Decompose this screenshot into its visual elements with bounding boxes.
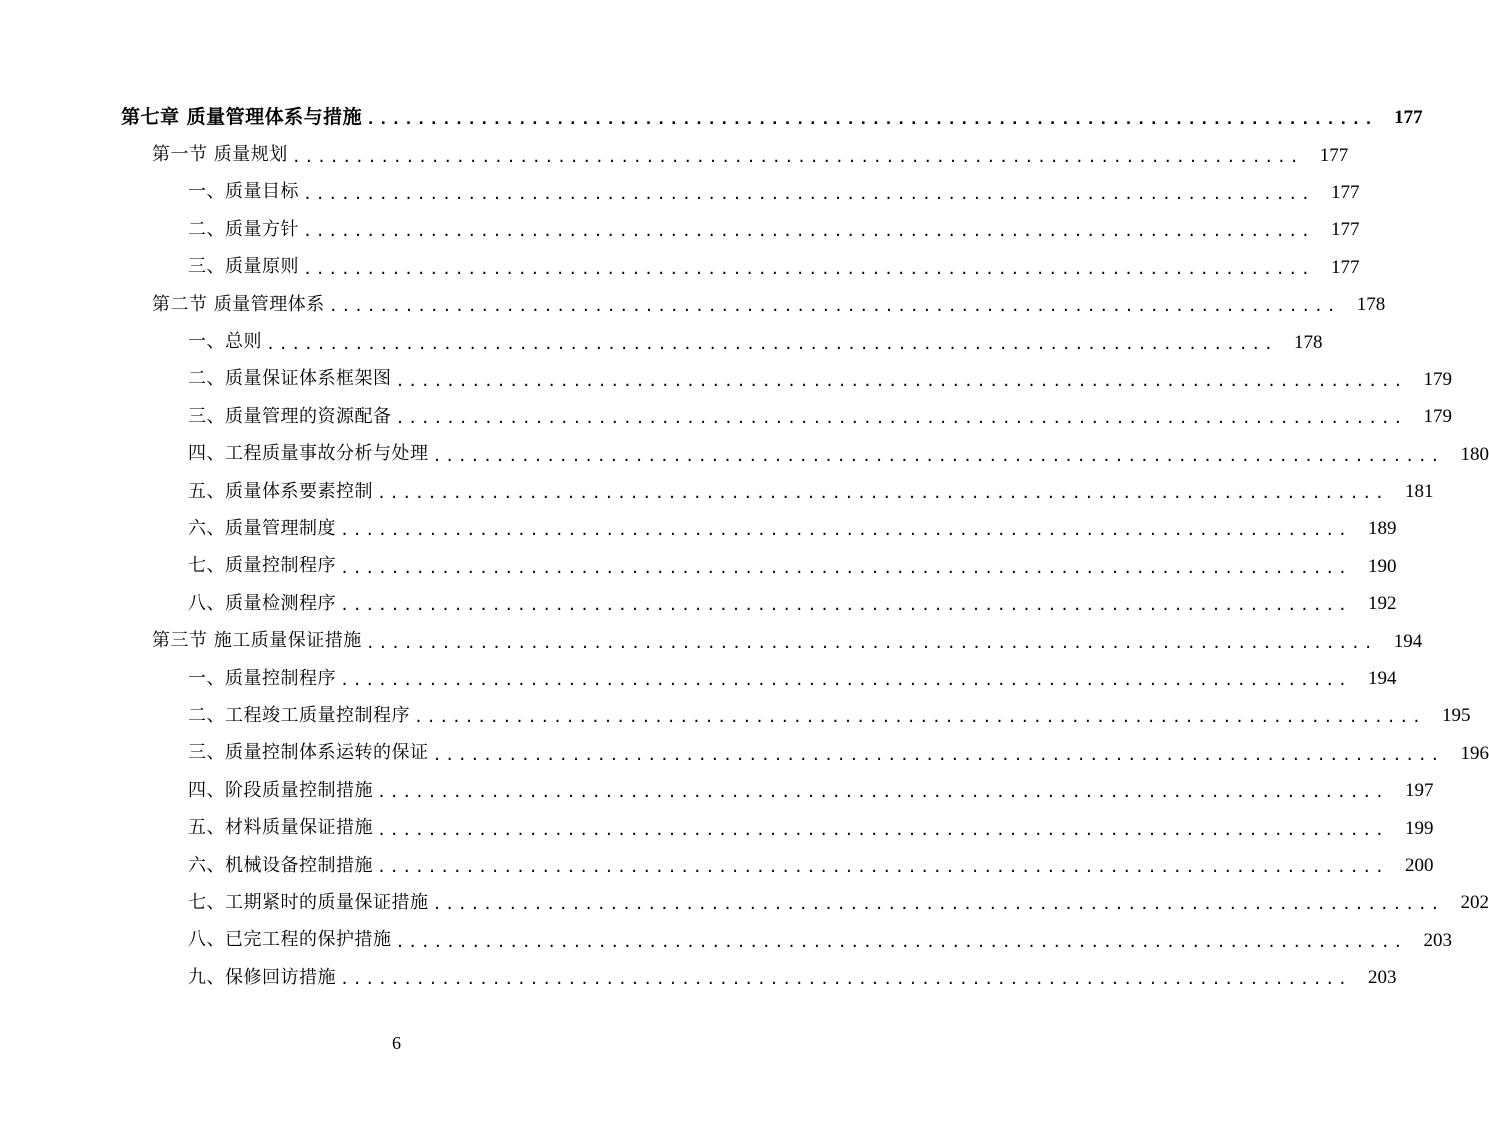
toc-entry[interactable]: [0, 585, 1397, 622]
toc-dot-leader: ................................................................................: [340, 558, 1351, 577]
toc-dot-leader: ................................................................................: [340, 596, 1351, 615]
toc-dot-leader: ................................................................................: [365, 633, 1377, 652]
toc-entry[interactable]: [0, 211, 1360, 248]
toc-dot-leader: ................................................................................: [340, 970, 1351, 989]
toc-dot-leader: ................................................................................: [303, 222, 1314, 241]
toc-entry-title: 三、质量控制体系运转的保证: [188, 742, 429, 764]
toc-entry-page: 203: [1423, 929, 1452, 951]
toc-entry[interactable]: [0, 548, 1397, 585]
toc-entry-title: 九、保修回访措施: [188, 966, 336, 988]
toc-entry[interactable]: [0, 361, 1452, 398]
toc-entry-page: 196: [1460, 742, 1489, 764]
toc-entry[interactable]: [0, 922, 1452, 959]
toc-entry-page: 189: [1367, 518, 1397, 540]
toc-entry-title: 六、机械设备控制措施: [188, 854, 373, 876]
toc-entry[interactable]: [0, 436, 1489, 473]
toc-entry-page: 190: [1367, 555, 1397, 577]
toc-entry-page: 202: [1460, 892, 1489, 914]
toc-dot-leader: ................................................................................: [340, 521, 1351, 540]
toc-dot-leader: ................................................................................: [395, 409, 1406, 428]
toc-entry-page: 177: [1330, 219, 1360, 241]
toc-entry-title: 八、已完工程的保护措施: [188, 929, 392, 951]
toc-entry-page: 180: [1460, 443, 1489, 465]
toc-dot-leader: ................................................................................: [432, 895, 1443, 914]
toc-entry-title: 二、质量保证体系框架图: [188, 368, 392, 390]
toc-dot-leader: ................................................................................: [377, 783, 1388, 802]
toc-dot-leader: ................................................................................: [291, 147, 1303, 166]
toc-dot-leader: ................................................................................: [432, 446, 1443, 465]
toc-entry-title: 第七章 质量管理体系与措施: [121, 106, 363, 129]
toc-entry-title: 二、质量方针: [188, 218, 299, 240]
toc-dot-leader: ................................................................................: [414, 708, 1425, 727]
toc-dot-leader: ................................................................................: [340, 671, 1351, 690]
toc-dot-leader: ................................................................................: [432, 745, 1443, 764]
toc-entry[interactable]: [0, 622, 1423, 659]
toc-entry-page: 178: [1293, 331, 1323, 353]
toc-entry[interactable]: [0, 323, 1323, 360]
toc-entry-page: 197: [1404, 780, 1434, 802]
toc-entry[interactable]: [0, 697, 1471, 734]
toc-entry-page: 195: [1441, 705, 1471, 727]
toc-dot-leader: ................................................................................: [377, 820, 1388, 839]
toc-entry[interactable]: [0, 959, 1397, 996]
toc-entry-title: 一、质量控制程序: [188, 667, 336, 689]
toc-dot-leader: ................................................................................: [377, 858, 1388, 876]
toc-entry-title: 七、质量控制程序: [188, 555, 336, 577]
toc-entry[interactable]: [0, 174, 1360, 211]
toc-dot-leader: ................................................................................: [395, 932, 1406, 951]
toc-entry-page: 200: [1404, 855, 1434, 876]
toc-entry-page: 192: [1367, 593, 1397, 615]
toc-dot-leader: ................................................................................: [328, 297, 1340, 316]
toc-entry-title: 七、工期紧时的质量保证措施: [188, 891, 429, 913]
toc-entry-page: 199: [1404, 817, 1434, 839]
table-of-contents: [0, 99, 1489, 996]
toc-entry[interactable]: [0, 510, 1397, 547]
toc-entry-page: 177: [1319, 144, 1349, 166]
toc-entry-page: 177: [1394, 107, 1423, 129]
toc-dot-leader: ................................................................................: [366, 110, 1377, 129]
toc-entry[interactable]: [0, 286, 1386, 323]
toc-entry[interactable]: [0, 809, 1434, 846]
toc-entry-page: 181: [1404, 481, 1434, 503]
toc-entry-title: 八、质量检测程序: [188, 592, 336, 614]
toc-entry-title: 一、总则: [188, 331, 262, 353]
toc-entry-page: 179: [1423, 406, 1452, 428]
toc-entry[interactable]: [0, 772, 1434, 809]
toc-entry-page: 178: [1356, 294, 1386, 316]
toc-entry[interactable]: [0, 99, 1423, 136]
toc-dot-leader: ................................................................................: [377, 484, 1388, 503]
toc-entry[interactable]: [0, 249, 1360, 286]
toc-entry[interactable]: [0, 136, 1349, 173]
toc-entry-page: 179: [1423, 368, 1452, 390]
toc-entry-title: 五、质量体系要素控制: [188, 480, 373, 502]
toc-entry[interactable]: [0, 398, 1452, 435]
toc-entry-title: 四、工程质量事故分析与处理: [188, 443, 429, 465]
toc-entry[interactable]: [0, 735, 1489, 772]
toc-entry[interactable]: [0, 473, 1434, 510]
toc-entry-title: 二、工程竣工质量控制程序: [188, 704, 410, 726]
toc-entry-title: 三、质量原则: [188, 256, 299, 278]
toc-entry[interactable]: [0, 847, 1434, 884]
toc-entry-page: 177: [1330, 181, 1360, 203]
toc-entry-title: 第三节 施工质量保证措施: [152, 630, 362, 652]
toc-dot-leader: ................................................................................: [303, 184, 1314, 203]
toc-entry-title: 六、质量管理制度: [188, 517, 336, 539]
toc-entry-title: 四、阶段质量控制措施: [188, 779, 373, 801]
toc-entry[interactable]: [0, 884, 1489, 921]
toc-entry-title: 五、材料质量保证措施: [188, 817, 373, 839]
toc-entry-title: 一、质量目标: [188, 181, 299, 203]
page-number: 6: [392, 1033, 401, 1053]
toc-dot-leader: ................................................................................: [395, 371, 1406, 390]
toc-entry-title: 第一节 质量规划: [152, 144, 288, 166]
toc-entry-title: 第二节 质量管理体系: [152, 293, 325, 315]
toc-dot-leader: ................................................................................: [266, 334, 1277, 353]
toc-entry-title: 三、质量管理的资源配备: [188, 405, 392, 427]
toc-entry-page: 194: [1367, 668, 1397, 690]
toc-dot-leader: ................................................................................: [303, 259, 1314, 278]
toc-entry[interactable]: [0, 660, 1397, 697]
toc-entry-page: 203: [1367, 967, 1397, 989]
toc-entry-page: 194: [1393, 630, 1423, 652]
toc-entry-page: 177: [1330, 256, 1360, 278]
